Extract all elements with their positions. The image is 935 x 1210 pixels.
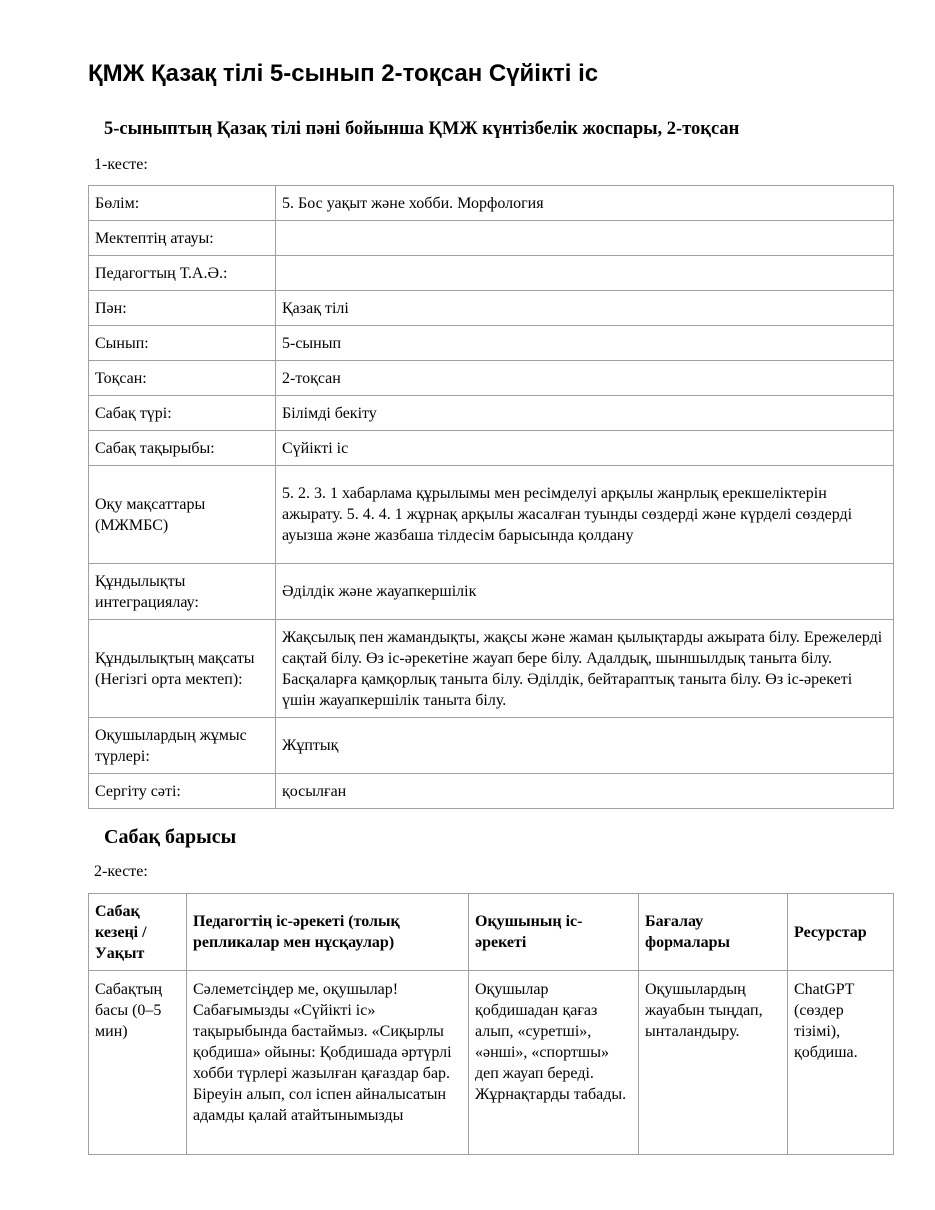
info-label: Сынып: (89, 326, 276, 361)
info-value: Жұптық (276, 718, 894, 774)
table-row (89, 774, 894, 809)
column-header: Сабақ кезеңі / Уақыт (89, 894, 187, 971)
table2-caption: 2-кесте: (94, 863, 148, 880)
resources-cell: ChatGPT (сөздер тізімі), қобдиша. (788, 971, 894, 1155)
column-header: Бағалау формалары (639, 894, 788, 971)
info-value: Жақсылық пен жамандықты, жақсы және жаман қылықтарды ажырата білу. Ережелерді сақтай білу. Өз іс-әрекетіне жауап бере білу. Адалдық, шыншылдық таныта білу. Басқаларға қамқорлық таныта білу. Әділдік, бейтараптық таныта білу. Өз іс-әрекеті үшін жауапкершілік таныта білу. (276, 620, 894, 718)
info-label: Тоқсан: (89, 361, 276, 396)
table-row (89, 564, 894, 620)
lesson-flow-table (88, 893, 894, 1155)
info-value (276, 221, 894, 256)
info-label: Құндылықты интеграциялау: (89, 564, 276, 620)
table-header-row (89, 894, 894, 971)
info-label: Бөлім: (89, 186, 276, 221)
info-label: Сергіту сәті: (89, 774, 276, 809)
info-label: Пән: (89, 291, 276, 326)
document-subtitle: 5-сыныптың Қазақ тілі пәні бойынша ҚМЖ күнтізбелік жоспары, 2-тоқсан (104, 119, 740, 139)
table-row (89, 620, 894, 718)
info-label: Сабақ тақырыбы: (89, 431, 276, 466)
info-value: қосылған (276, 774, 894, 809)
teacher-activity-cell: Сәлеметсіңдер ме, оқушылар! Сабағымызды «Сүйікті іс» тақырыбында бастаймыз. «Сиқырлы қобдиша» ойыны: Қобдишада әртүрлі хобби түрлері жазылған қағаздар бар. Біреуін алып, сол іспен айналысатын адамды қалай атайтынымызды (187, 971, 469, 1155)
info-label: Мектептің атауы: (89, 221, 276, 256)
info-value: 2-тоқсан (276, 361, 894, 396)
column-header: Оқушының іс-әрекеті (469, 894, 639, 971)
table-row (89, 466, 894, 564)
info-value: Әділдік және жауапкершілік (276, 564, 894, 620)
table-row (89, 291, 894, 326)
table-row (89, 971, 894, 1155)
info-value: 5. 2. 3. 1 хабарлама құрылымы мен ресімделуі арқылы жанрлық ерекшеліктерін ажырату. 5. 4. 4. 1 жұрнақ арқылы жасалған туынды сөздерді және күрделі сөздерді ауызша және жазбаша тілдесім барысында қолдану (276, 466, 894, 564)
table-row (89, 361, 894, 396)
info-label: Оқушылардың жұмыс түрлері: (89, 718, 276, 774)
assessment-cell: Оқушылардың жауабын тыңдап, ынталандыру. (639, 971, 788, 1155)
table-row (89, 186, 894, 221)
document-title: ҚМЖ Қазақ тілі 5-сынып 2-тоқсан Сүйікті іс (88, 60, 599, 87)
info-label: Құндылықтың мақсаты (Негізгі орта мектеп): (89, 620, 276, 718)
column-header: Педагогтің іс-әрекеті (толық репликалар мен нұсқаулар) (187, 894, 469, 971)
info-value: 5-сынып (276, 326, 894, 361)
info-value (276, 256, 894, 291)
info-label: Сабақ түрі: (89, 396, 276, 431)
table-row (89, 221, 894, 256)
table1-caption: 1-кесте: (94, 156, 148, 173)
table-row (89, 396, 894, 431)
column-header: Ресурстар (788, 894, 894, 971)
info-value: 5. Бос уақыт және хобби. Морфология (276, 186, 894, 221)
lesson-info-table (88, 185, 894, 809)
lesson-stage-cell: Сабақтың басы (0–5 мин) (89, 971, 187, 1155)
table-row (89, 326, 894, 361)
section-heading: Сабақ барысы (104, 826, 237, 848)
student-activity-cell: Оқушылар қобдишадан қағаз алып, «суретші», «әнші», «спортшы» деп жауап береді. Жұрнақтарды табады. (469, 971, 639, 1155)
table-row (89, 256, 894, 291)
info-value: Білімді бекіту (276, 396, 894, 431)
info-value: Қазақ тілі (276, 291, 894, 326)
info-label: Педагогтың Т.А.Ә.: (89, 256, 276, 291)
table-row (89, 431, 894, 466)
info-label: Оқу мақсаттары (МЖМБС) (89, 466, 276, 564)
table-row (89, 718, 894, 774)
info-value: Сүйікті іс (276, 431, 894, 466)
